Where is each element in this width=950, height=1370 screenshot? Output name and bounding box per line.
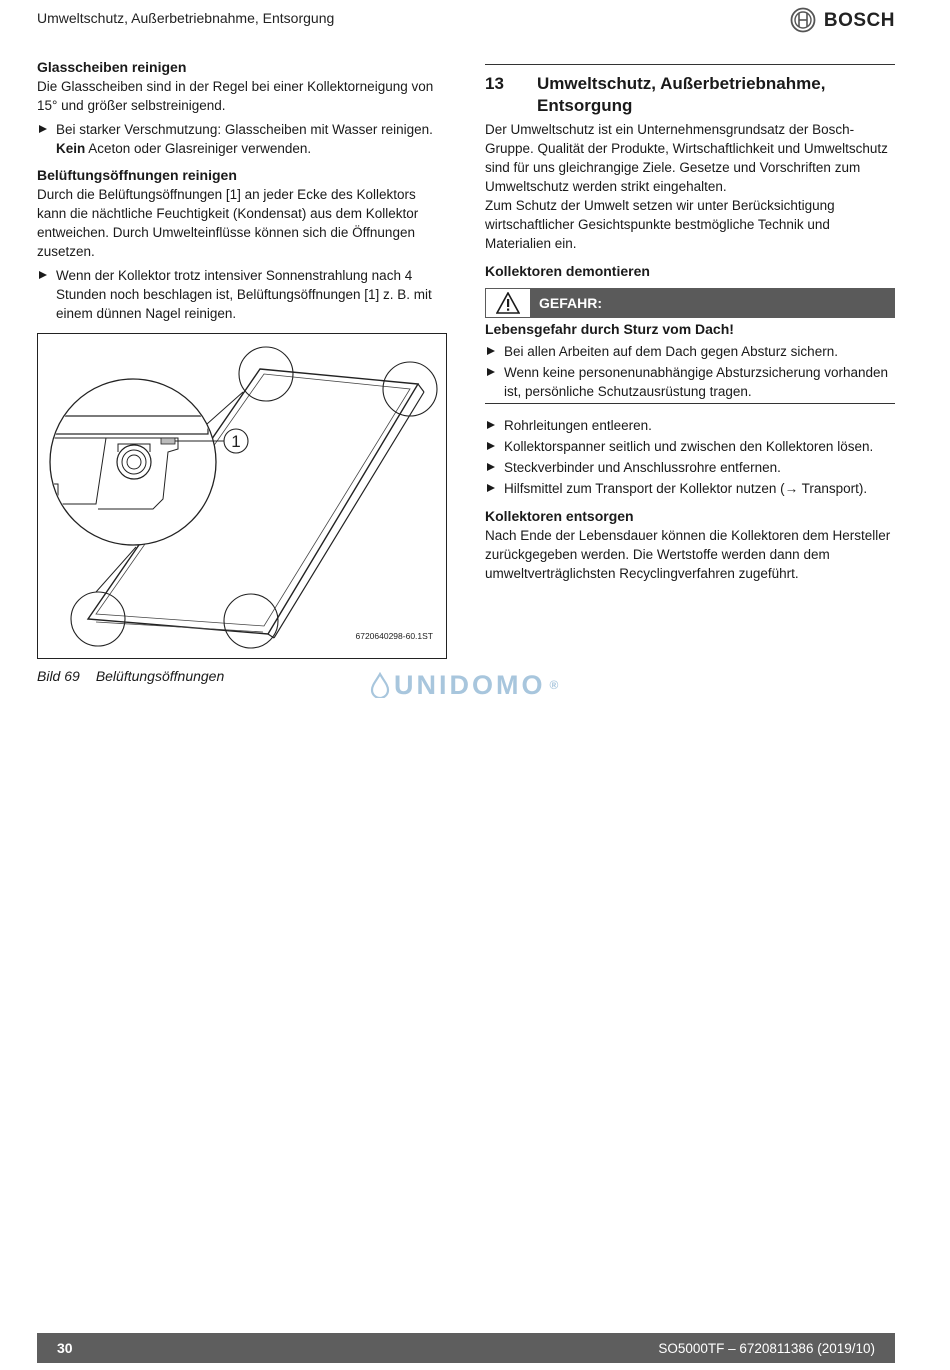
- dismantle-heading: Kollektoren demontieren: [485, 263, 650, 279]
- bullet-text-cont: Aceton oder Glasreiniger verwenden.: [85, 141, 312, 156]
- list-item: Wenn der Kollektor trotz intensiver Sonnenstrahlung nach 4 Stunden noch beschlagen ist, Belüftungsöffnungen [1] z. B. mit einem dünnen Nagel reinigen.: [37, 266, 447, 323]
- vent-bullets: [37, 266, 447, 323]
- danger-label: GEFAHR:: [539, 294, 602, 311]
- bullet-text: Bei starker Verschmutzung: Glasscheiben mit Wasser reinigen.: [56, 122, 433, 137]
- dispose-heading: Kollektoren entsorgen: [485, 508, 634, 524]
- watermark-text: UNIDOMO: [394, 669, 546, 700]
- intro-paragraph-1: Der Umweltschutz ist ein Unternehmensgrundsatz der Bosch-Gruppe. Qualität der Produkte, Wirtschaftlichkeit und Umweltschutz sind für uns gleichrangige Ziele. Gesetze und Vorschriften zum Umweltschutz werden strikt eingehalten.: [485, 122, 888, 194]
- caption-text: Belüftungsöffnungen: [95, 668, 225, 684]
- vent-heading: Belüftungsöffnungen reinigen: [37, 167, 237, 183]
- caption-number: Bild 69: [37, 668, 80, 684]
- danger-banner: [485, 288, 895, 318]
- bosch-armature-icon: [790, 7, 816, 33]
- intro-paragraph-2: Zum Schutz der Umwelt setzen wir unter Berücksichtigung wirtschaftlicher Gesichtspunkte bestmögliche Technik und Materialien ein.: [485, 198, 835, 251]
- glass-bullets: [37, 120, 447, 158]
- watermark-mark: ®: [549, 677, 559, 692]
- section-heading: [485, 65, 895, 117]
- page-footer: [37, 1333, 895, 1363]
- detail-zoom: [48, 379, 216, 545]
- brand-logo: [790, 7, 895, 33]
- left-column: [37, 58, 447, 686]
- dispose-text: Nach Ende der Lebensdauer können die Kollektoren dem Hersteller zurückgegeben werden. Die Wertstoffe werden dann dem umweltverträglichsten Recyclingverfahren zugeführt.: [485, 528, 891, 581]
- danger-divider: [485, 403, 895, 404]
- list-item: Steckverbinder und Anschlussrohre entfernen.: [485, 458, 895, 477]
- glass-text: Die Glasscheiben sind in der Regel bei einer Kollektorneigung von 15° und größer selbstreinigend.: [37, 79, 434, 113]
- page-number: 30: [57, 1339, 73, 1356]
- list-item: Kollektorspanner seitlich und zwischen den Kollektoren lösen.: [485, 437, 895, 456]
- list-item: Hilfsmittel zum Transport der Kollektor nutzen (→ Transport).: [485, 479, 895, 498]
- section-title: Umweltschutz, Außerbetriebnahme, Entsorgung: [537, 74, 826, 115]
- dismantle-steps: [485, 416, 895, 498]
- glass-heading: Glasscheiben reinigen: [37, 59, 187, 75]
- bullet-emphasis: Kein: [56, 141, 86, 156]
- callout-label: 1: [231, 432, 241, 451]
- collector-illustration: [38, 334, 446, 658]
- drop-icon: [370, 672, 390, 698]
- corner-marker-circle: [71, 592, 125, 646]
- list-item: Wenn keine personenunabhängige Absturzsicherung vorhanden ist, persönliche Schutzausrüstung tragen.: [485, 363, 895, 401]
- list-item: Rohrleitungen entleeren.: [485, 416, 895, 435]
- warning-triangle-icon: [485, 288, 531, 318]
- document-reference: SO5000TF – 6720811386 (2019/10): [658, 1340, 875, 1356]
- brand-name: BOSCH: [823, 9, 895, 31]
- running-title: Umweltschutz, Außerbetriebnahme, Entsorgung: [37, 10, 335, 26]
- watermark: [370, 669, 559, 700]
- danger-title: Lebensgefahr durch Sturz vom Dach!: [485, 321, 734, 337]
- list-item: [37, 120, 447, 158]
- corner-marker-circle: [239, 347, 293, 401]
- corner-marker-circle: [224, 594, 278, 648]
- right-column: [485, 64, 895, 583]
- figure-ref-code: 6720640298-60.1ST: [355, 631, 433, 641]
- vent-text: Durch die Belüftungsöffnungen [1] an jeder Ecke des Kollektors kann die nächtliche Feuchtigkeit (Kondensat) aus dem Kollektor entweichen. Durch Umwelteinflüsse können sich die Öffnungen zusetzen.: [37, 187, 419, 259]
- list-item: Bei allen Arbeiten auf dem Dach gegen Absturz sichern.: [485, 342, 895, 361]
- section-number: 13: [485, 74, 504, 93]
- figure-vent-openings: [37, 333, 447, 659]
- danger-bullets: [485, 342, 895, 401]
